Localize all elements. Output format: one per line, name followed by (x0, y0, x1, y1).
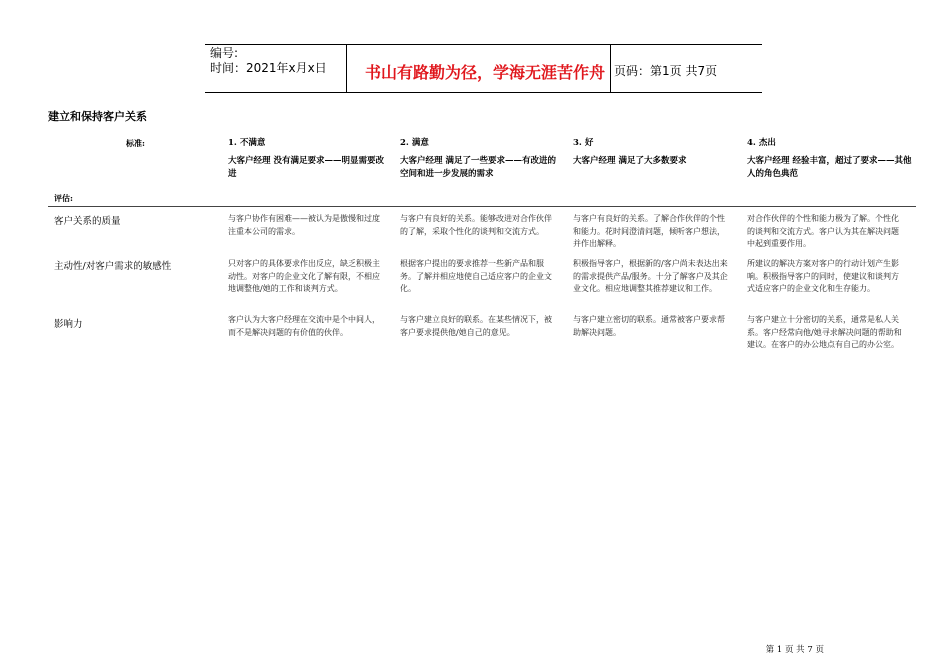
row2-cell-1: 只对客户的具体要求作出反应，缺乏积极主动性。对客户的企业文化了解有限，不相应地调整他/她的工作和谈判方式。 (228, 259, 380, 293)
row2-cell-4: 所建议的解决方案对客户的行动计划产生影响。积极指导客户的同时，使建议和谈判方式适应客户的企业文化和生存能力。 (747, 259, 899, 293)
section-title: 建立和保持客户关系 (48, 110, 147, 123)
header-bottom-border (205, 92, 762, 93)
column-title-1: 1. 不满意 (228, 138, 266, 148)
column-title-2: 2. 满意 (400, 138, 429, 148)
column-desc-4: 大客户经理 经验丰富，超过了要求——其他人的角色典范 (747, 156, 912, 179)
column-desc-1: 大客户经理 没有满足要求——明显需要改进 (228, 156, 384, 179)
row-label-influence: 影响力 (54, 319, 83, 330)
column-desc-2: 大客户经理 满足了一些要求——有改进的空间和进一步发展的需求 (400, 156, 556, 179)
criteria-label: 标准: (126, 138, 145, 148)
row1-cell-1: 与客户协作有困难——被认为是傲慢和过度注重本公司的需求。 (228, 214, 380, 236)
row1-cell-4: 对合作伙伴的个性和能力极为了解。个性化的谈判和交流方式。客户认为其在解决问题中起到重要作用。 (747, 214, 899, 248)
header-motto: 书山有路勤为径，学海无涯苦作舟 (364, 63, 605, 82)
page-footer: 第 1 页 共 7 页 (765, 645, 824, 655)
evaluation-label: 评估: (54, 193, 73, 203)
column-title-3: 3. 好 (573, 138, 594, 148)
row1-cell-2: 与客户有良好的关系。能够改进对合作伙伴的了解，采取个性化的谈判和交流方式。 (400, 214, 552, 236)
header-divider-1 (346, 44, 347, 93)
number-label: 编号: (210, 46, 239, 60)
column-desc-3: 大客户经理 满足了大多数要求 (573, 156, 687, 166)
header-page-info: 页码：第1页 共7页 (614, 64, 718, 78)
row3-cell-3: 与客户建立密切的联系。通常被客户要求帮助解决问题。 (573, 315, 725, 337)
row3-cell-1: 客户认为大客户经理在交流中是个中间人，而不是解决问题的有价值的伙伴。 (228, 315, 380, 337)
row3-cell-2: 与客户建立良好的联系。在某些情况下，被客户要求提供他/她自己的意见。 (400, 315, 552, 337)
row2-cell-2: 根据客户提出的要求推荐一些新产品和服务。了解并相应地使自己适应客户的企业文化。 (400, 259, 552, 293)
row2-cell-3: 积极指导客户，根据新的/客户尚未表达出来的需求提供产品/服务。十分了解客户及其企业文化。相应地调整其推荐建议和工作。 (573, 259, 728, 293)
row-label-initiative: 主动性/对客户需求的敏感性 (54, 261, 172, 272)
row-label-quality: 客户关系的质量 (54, 216, 121, 227)
header-meta (210, 46, 345, 76)
table-rule (48, 206, 916, 207)
header-divider-2 (610, 44, 611, 93)
row1-cell-3: 与客户有良好的关系。了解合作伙伴的个性和能力。花时间澄清问题，倾听客户想法，并作出解释。 (573, 214, 725, 248)
time-label: 时间：2021年x月x日 (210, 61, 327, 75)
column-title-4: 4. 杰出 (747, 138, 776, 148)
header-top-border (205, 44, 762, 45)
row3-cell-4: 与客户建立十分密切的关系，通常是私人关系。客户经常向他/她寻求解决问题的帮助和建议。在客户的办公地点有自己的办公室。 (747, 315, 902, 349)
